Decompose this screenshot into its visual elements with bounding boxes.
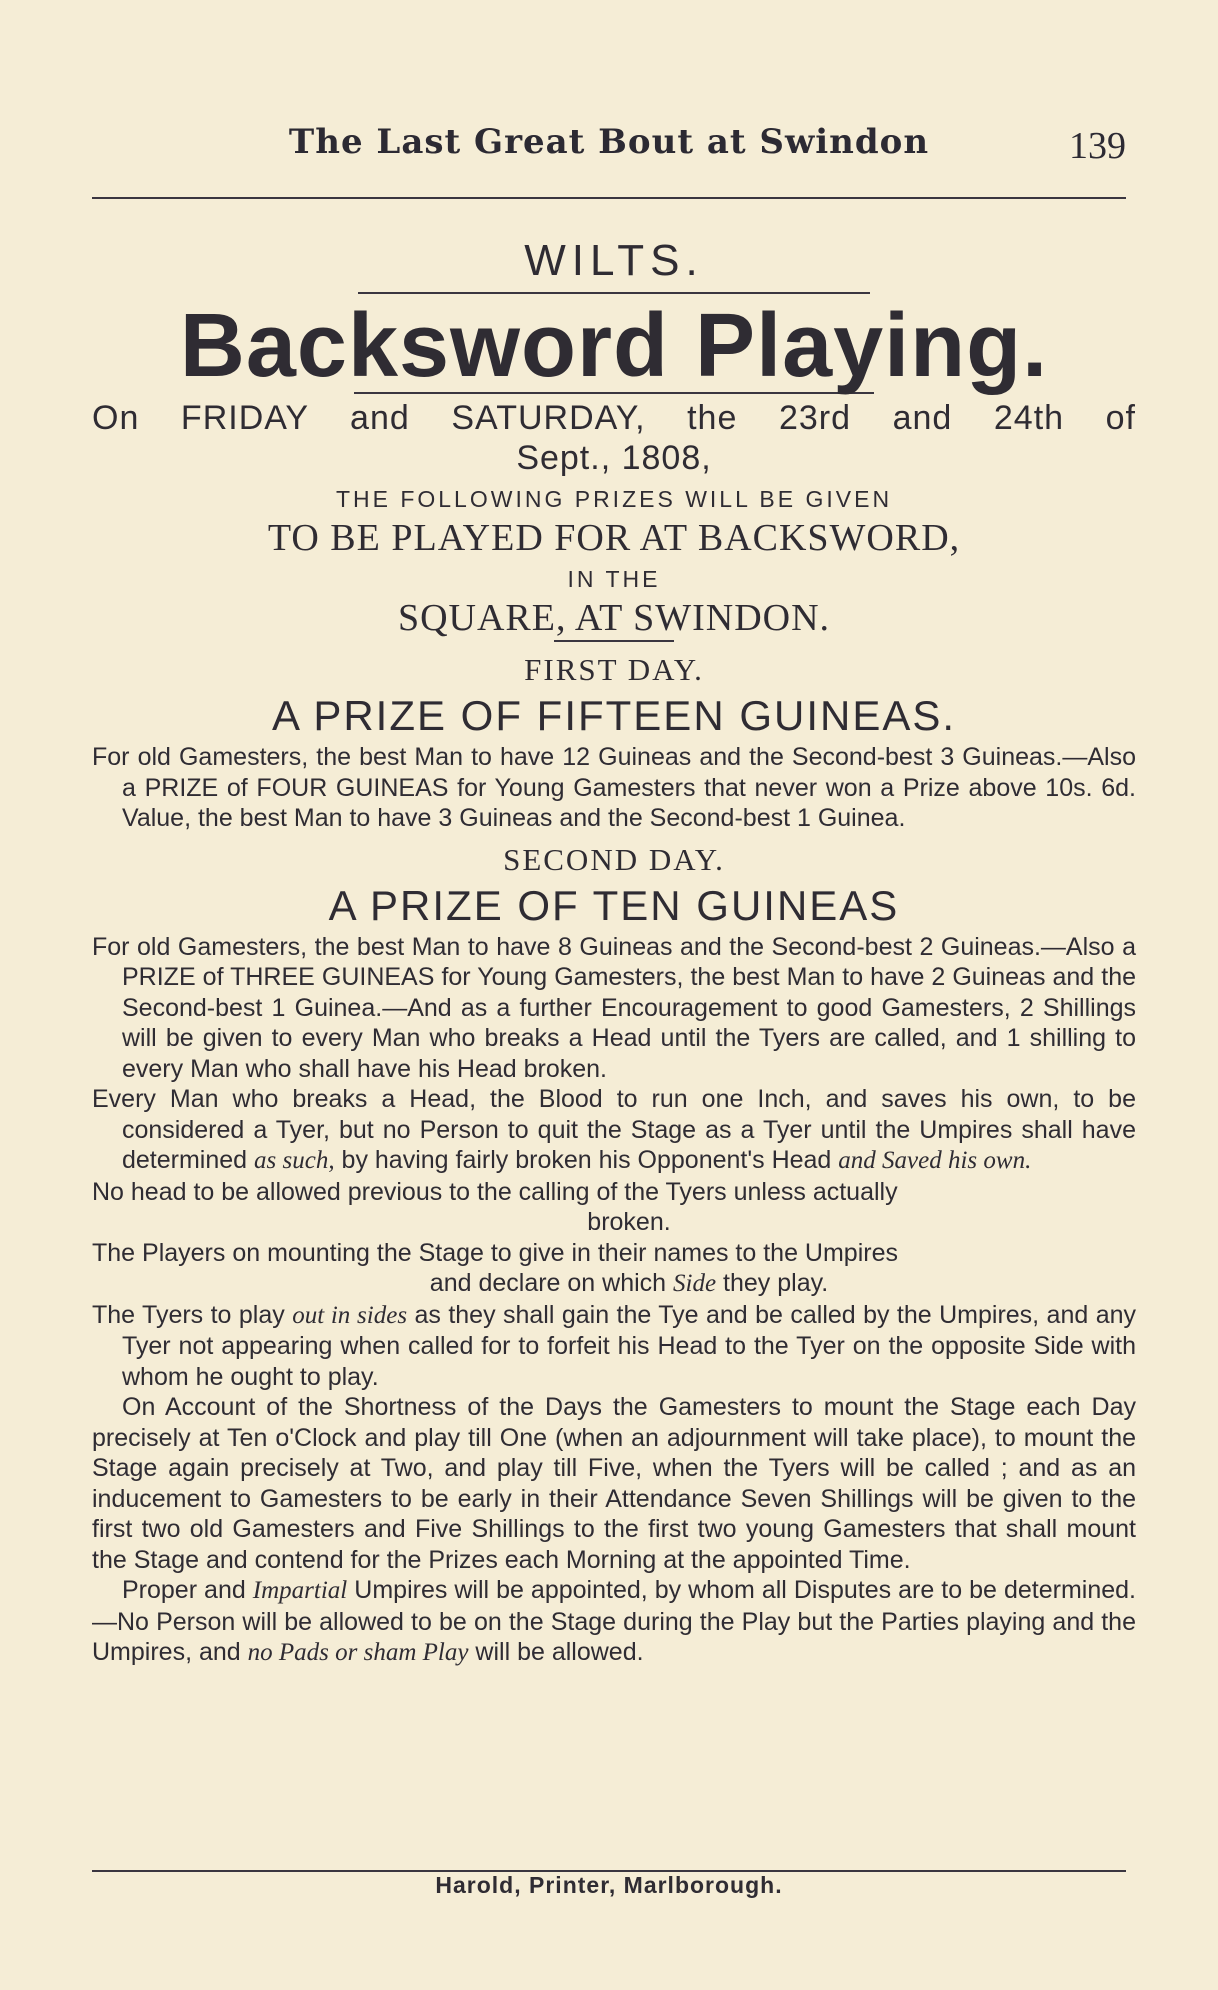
place-rule bbox=[554, 640, 674, 642]
rule-no-head bbox=[92, 1177, 1136, 1238]
prizes-line: THE FOLLOWING PRIZES WILL BE GIVEN bbox=[335, 486, 893, 512]
rule-tyers-play bbox=[92, 1300, 1136, 1393]
rule-tyers-italic: out in sides bbox=[292, 1301, 408, 1329]
rule-no-head-text: No head to be allowed previous to the calling of the Tyers unless actually bbox=[92, 1177, 898, 1206]
running-title: The Last Great Bout at Swindon bbox=[288, 122, 930, 162]
in-the-line: IN THE bbox=[567, 566, 661, 592]
place-line: SQUARE, AT SWINDON. bbox=[397, 597, 831, 639]
running-header bbox=[92, 122, 1126, 172]
rule-players-tail bbox=[122, 1268, 1136, 1300]
rule-no-head-tail: broken. bbox=[587, 1208, 671, 1236]
page-number: 139 bbox=[1069, 125, 1126, 167]
handbill bbox=[92, 230, 1136, 1669]
date-line-2: Sept., 1808, bbox=[516, 439, 712, 477]
rule-umpires-text-3: will be allowed. bbox=[475, 1638, 644, 1666]
second-day-prize: A PRIZE OF TEN GUINEAS bbox=[328, 881, 900, 929]
second-day-label: SECOND DAY. bbox=[503, 841, 725, 877]
rule-tyers-text-1: The Tyers to play bbox=[92, 1300, 285, 1329]
played-line: TO BE PLAYED FOR AT BACKSWORD, bbox=[267, 517, 961, 559]
rule-tyer-italic-1: as such, bbox=[254, 1147, 335, 1174]
rule-tyer-italic-2: and Saved his own. bbox=[838, 1147, 1032, 1174]
rule-tyer bbox=[92, 1084, 1136, 1177]
county-heading: WILTS. bbox=[524, 236, 704, 285]
first-day-text: For old Gamesters, the best Man to have 12 Guineas and the Second-best 3 Guineas.—Also a PRIZE of FOUR GUINEAS for Young Gamesters that never won a Prize above 10s. 6d. Value, the best Man to have 3 Guineas and the Second-best 1 Guinea. bbox=[92, 743, 1136, 832]
rule-umpires-italic-1: Impartial bbox=[252, 1577, 348, 1604]
date-line-1: On FRIDAY and SATURDAY, the 23rd and 24th of bbox=[92, 399, 1136, 437]
rule-umpires bbox=[92, 1575, 1136, 1669]
rule-umpires-italic-2: no Pads or sham Play bbox=[247, 1639, 469, 1666]
rule-players-tail-2: they play. bbox=[723, 1269, 829, 1297]
rule-players bbox=[92, 1238, 1136, 1300]
rule-account: On Account of the Shortness of the Days the Gamesters to mount the Stage each Day precisely at Ten o'Clock and play till One (when an adjournment will take place), to mount the Stage again precisely at Two, and play till Five, when the Tyers will be called ; and as an inducement to Gamesters to be early in their Attendance Seven Shillings will be given to the first two old Gamesters and Five Shillings to the first two young Gamesters that shall mount the Stage and contend for the Prizes each Morning at the appointed Time. bbox=[92, 1393, 1136, 1574]
first-day-label: FIRST DAY. bbox=[524, 652, 704, 687]
rule-umpires-text-2: Umpires will be appointed, by whom all Disputes are to be determined.—No Person will be allowed to be on the Stage during the Play but the Parties playing and the Umpires, and bbox=[92, 1576, 1136, 1666]
rule-players-italic: Side bbox=[673, 1270, 717, 1297]
first-day-prize: A PRIZE OF FIFTEEN GUINEAS. bbox=[271, 692, 957, 739]
rule-players-tail-1: and declare on which bbox=[429, 1269, 667, 1297]
rule-players-text: The Players on mounting the Stage to give in their names to the Umpires bbox=[92, 1238, 898, 1267]
printer-credit: Harold, Printer, Marlborough. bbox=[435, 1872, 783, 1898]
rule-tyers-text-2: as they shall gain the Tye and be called by the Umpires, and any Tyer not appearing when called for to forfeit his Head to the Tyer on the opposite Side with whom he ought to play. bbox=[122, 1300, 1136, 1391]
header-rule bbox=[92, 197, 1126, 199]
rule-tyer-text-2: by having fairly broken his Opponent's Head bbox=[341, 1146, 832, 1174]
rule-umpires-text-1: Proper and bbox=[122, 1576, 246, 1604]
rule-tyer-text: Every Man who breaks a Head, the Blood to run one Inch, and saves his own, to be considered a Tyer, but no Person to quit the Stage as a Tyer until the Umpires shall have determined bbox=[92, 1085, 1136, 1174]
second-day-text: For old Gamesters, the best Man to have 8 Guineas and the Second-best 2 Guineas.—Also a PRIZE of THREE GUINEAS for Young Gamesters, the best Man to have 2 Guineas and the Second-best 1 Guinea.—And as a further Encouragement to good Gamesters, 2 Shillings will be given to every Man who breaks a Head until the Tyers are called, and 1 shilling to every Man who shall have his Head broken. bbox=[92, 932, 1136, 1083]
handbill-title: Backsword Playing. bbox=[179, 296, 1049, 396]
